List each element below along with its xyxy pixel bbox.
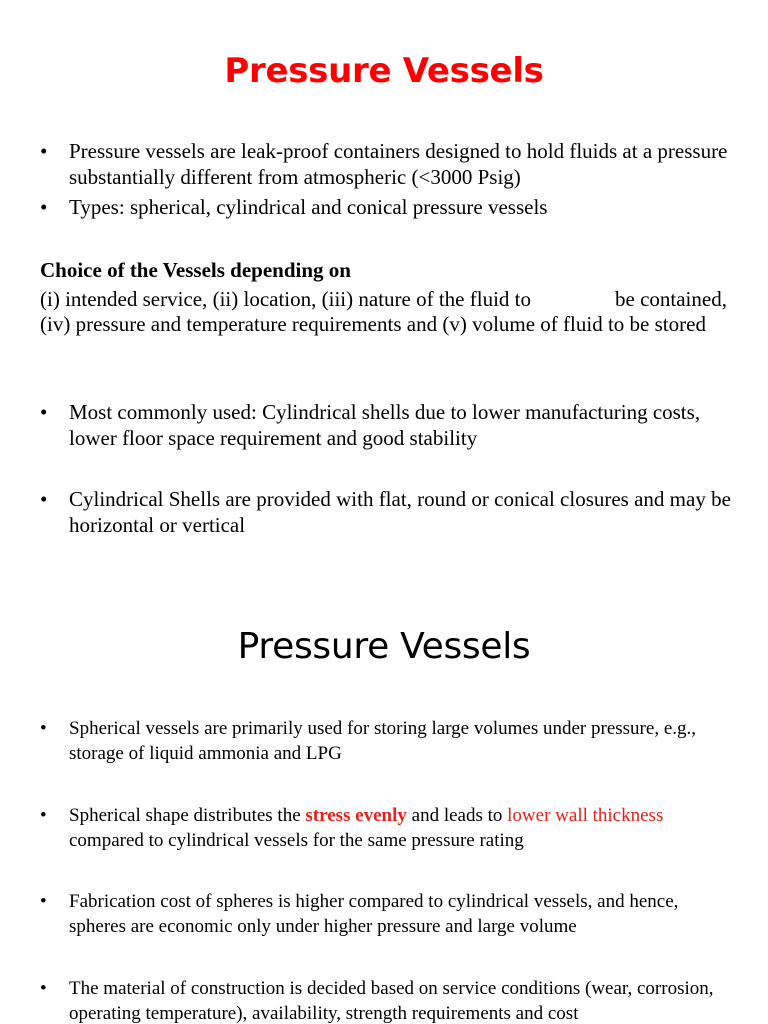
bullet-text: Pressure vessels are leak-proof containers designed to hold fluids at a pressure substantially different from atmospheric (<3000 Psig) [69,139,728,189]
bullet-text: Types: spherical, cylindrical and conical pressure vessels [69,195,548,219]
slide-2 [0,576,768,1024]
list-item [40,486,740,538]
bullet-text: Cylindrical Shells are provided with flat, round or conical closures and may be horizontal or vertical [69,487,731,537]
text-run: and leads to [406,805,508,826]
list-item [40,138,740,190]
bullet-icon: • [40,195,48,219]
bullet-text: The material of construction is decided based on service conditions (wear, corrosion, operating temperature), availability, strength requirements and cost [69,978,714,1024]
list-item [40,716,740,766]
bullet-icon: • [40,805,47,826]
bullet-text: Spherical vessels are primarily used for storing large volumes under pressure, e.g., storage of liquid ammonia and LPG [69,718,696,764]
list-item [40,803,740,853]
list-item [40,194,740,220]
bullet-icon: • [40,718,47,739]
slide-2-title: Pressure Vessels [237,626,531,667]
bullet-icon: • [40,891,47,912]
bullet-text [69,803,740,853]
paragraph-text-part1: (i) intended service, (ii) location, (iii) nature of the fluid to [40,287,531,311]
list-item [40,889,740,939]
bullet-text: Fabrication cost of spheres is higher compared to cylindrical vessels, and hence, spheres are economic only under higher pressure and large volume [69,891,679,937]
bullet-icon: • [40,400,48,424]
slide-1-title: Pressure Vessels [224,51,544,91]
bullet-icon: • [40,139,48,163]
bullet-icon: • [40,978,47,999]
stress-evenly-highlight: stress evenly [305,805,407,826]
paragraph-text-part2: be contained, (iv) pressure and temperature requirements and (v) volume of fluid to be stored [40,287,727,336]
text-run: Spherical shape distributes the [69,805,306,826]
list-item [40,976,740,1024]
section-heading: Choice of the Vessels depending on [40,258,351,282]
bullet-text: Most commonly used: Cylindrical shells due to lower manufacturing costs, lower floor space requirement and good stability [69,400,701,450]
text-run: compared to cylindrical vessels for the same pressure rating [69,830,524,851]
list-item [40,399,740,451]
bullet-icon: • [40,487,48,511]
lower-wall-thickness-highlight: lower wall thickness [507,805,664,826]
criteria-paragraph [40,287,740,337]
